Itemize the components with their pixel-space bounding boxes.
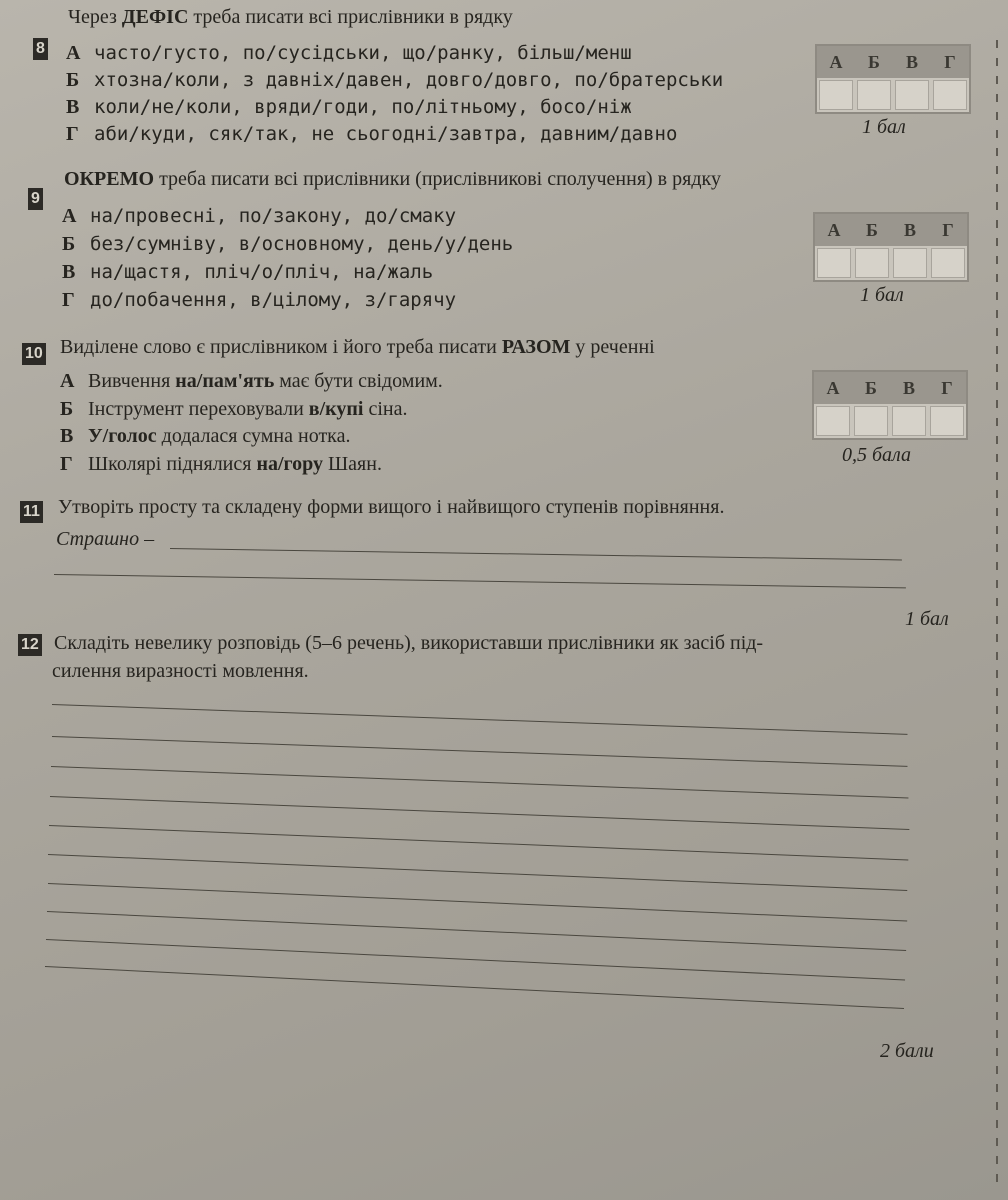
answer-line[interactable]	[52, 736, 908, 767]
option-b: Б без/сумніву, в/основному, день/у/день	[62, 233, 514, 255]
task-number: 12	[18, 634, 42, 656]
answer-cell-g[interactable]	[930, 406, 964, 436]
option-v: В на/щастя, пліч/о/пліч, на/жаль	[62, 261, 434, 283]
answer-cell-a[interactable]	[819, 80, 853, 110]
task-question: ОКРЕМО треба писати всі прислівники (прислівникові сполучення) в рядку	[64, 168, 721, 190]
prompt-word: Страшно –	[56, 528, 155, 550]
score-label: 0,5 бала	[842, 444, 912, 466]
answer-cell-a[interactable]	[816, 406, 850, 436]
task-number: 10	[22, 343, 46, 365]
answer-line[interactable]	[46, 939, 905, 981]
answer-line[interactable]	[48, 883, 907, 922]
option-b: Б хтозна/коли, з давніх/давен, довго/довго, по/братерськи	[66, 69, 724, 91]
score-label: 1 бал	[905, 608, 949, 630]
cut-line	[996, 40, 998, 1190]
answer-grid: А Б В Г	[813, 212, 969, 282]
option-g: Г аби/куди, сяк/так, не сьогодні/завтра, давним/давно	[66, 123, 678, 145]
answer-grid: А Б В Г	[815, 44, 971, 114]
option-b: Б Інструмент переховували в/купі сіна.	[60, 398, 408, 420]
task-question: Виділене слово є прислівником і його треба писати РАЗОМ у реченні	[60, 336, 655, 358]
answer-line[interactable]	[54, 574, 906, 588]
answer-line[interactable]	[49, 825, 908, 861]
answer-cell-v[interactable]	[893, 248, 927, 278]
answer-cell-g[interactable]	[931, 248, 965, 278]
answer-line[interactable]	[52, 704, 908, 735]
answer-line[interactable]	[48, 854, 907, 891]
option-v: В У/голос додалася сумна нотка.	[60, 425, 351, 447]
option-g: Г Школярі піднялися на/гору Шаян.	[60, 453, 382, 475]
task-question: Через ДЕФІС треба писати всі прислівники в рядку	[68, 6, 513, 28]
answer-cell-v[interactable]	[892, 406, 926, 436]
answer-line[interactable]	[51, 766, 908, 798]
task-number: 11	[20, 501, 43, 523]
answer-cell-b[interactable]	[857, 80, 891, 110]
score-label: 2 бали	[880, 1040, 934, 1062]
task-question: Утворіть просту та складену форми вищого і найвищого ступенів порівняння.	[58, 496, 725, 518]
task-number: 9	[28, 188, 43, 210]
task-question-line-2: силення виразності мовлення.	[52, 660, 309, 682]
option-a: А на/провесні, по/закону, до/смаку	[62, 205, 457, 227]
score-label: 1 бал	[862, 116, 906, 138]
answer-grid: А Б В Г	[812, 370, 968, 440]
task-question-line-1: Складіть невелику розповідь (5–6 речень), використавши прислівники як засіб під-	[54, 632, 764, 654]
task-number: 8	[33, 38, 48, 60]
answer-line[interactable]	[170, 548, 902, 560]
answer-cell-v[interactable]	[895, 80, 929, 110]
answer-cell-b[interactable]	[854, 406, 888, 436]
answer-cell-a[interactable]	[817, 248, 851, 278]
option-a: А часто/густо, по/сусідськи, що/ранку, більш/менш	[66, 42, 632, 64]
score-label: 1 бал	[860, 284, 904, 306]
answer-line[interactable]	[50, 796, 909, 830]
option-a: А Вивчення на/пам'ять має бути свідомим.	[60, 370, 443, 392]
answer-cell-g[interactable]	[933, 80, 967, 110]
option-v: В коли/не/коли, вряди/годи, по/літньому, босо/ніж	[66, 96, 632, 118]
option-g: Г до/побачення, в/цілому, з/гарячу	[62, 289, 457, 311]
answer-cell-b[interactable]	[855, 248, 889, 278]
